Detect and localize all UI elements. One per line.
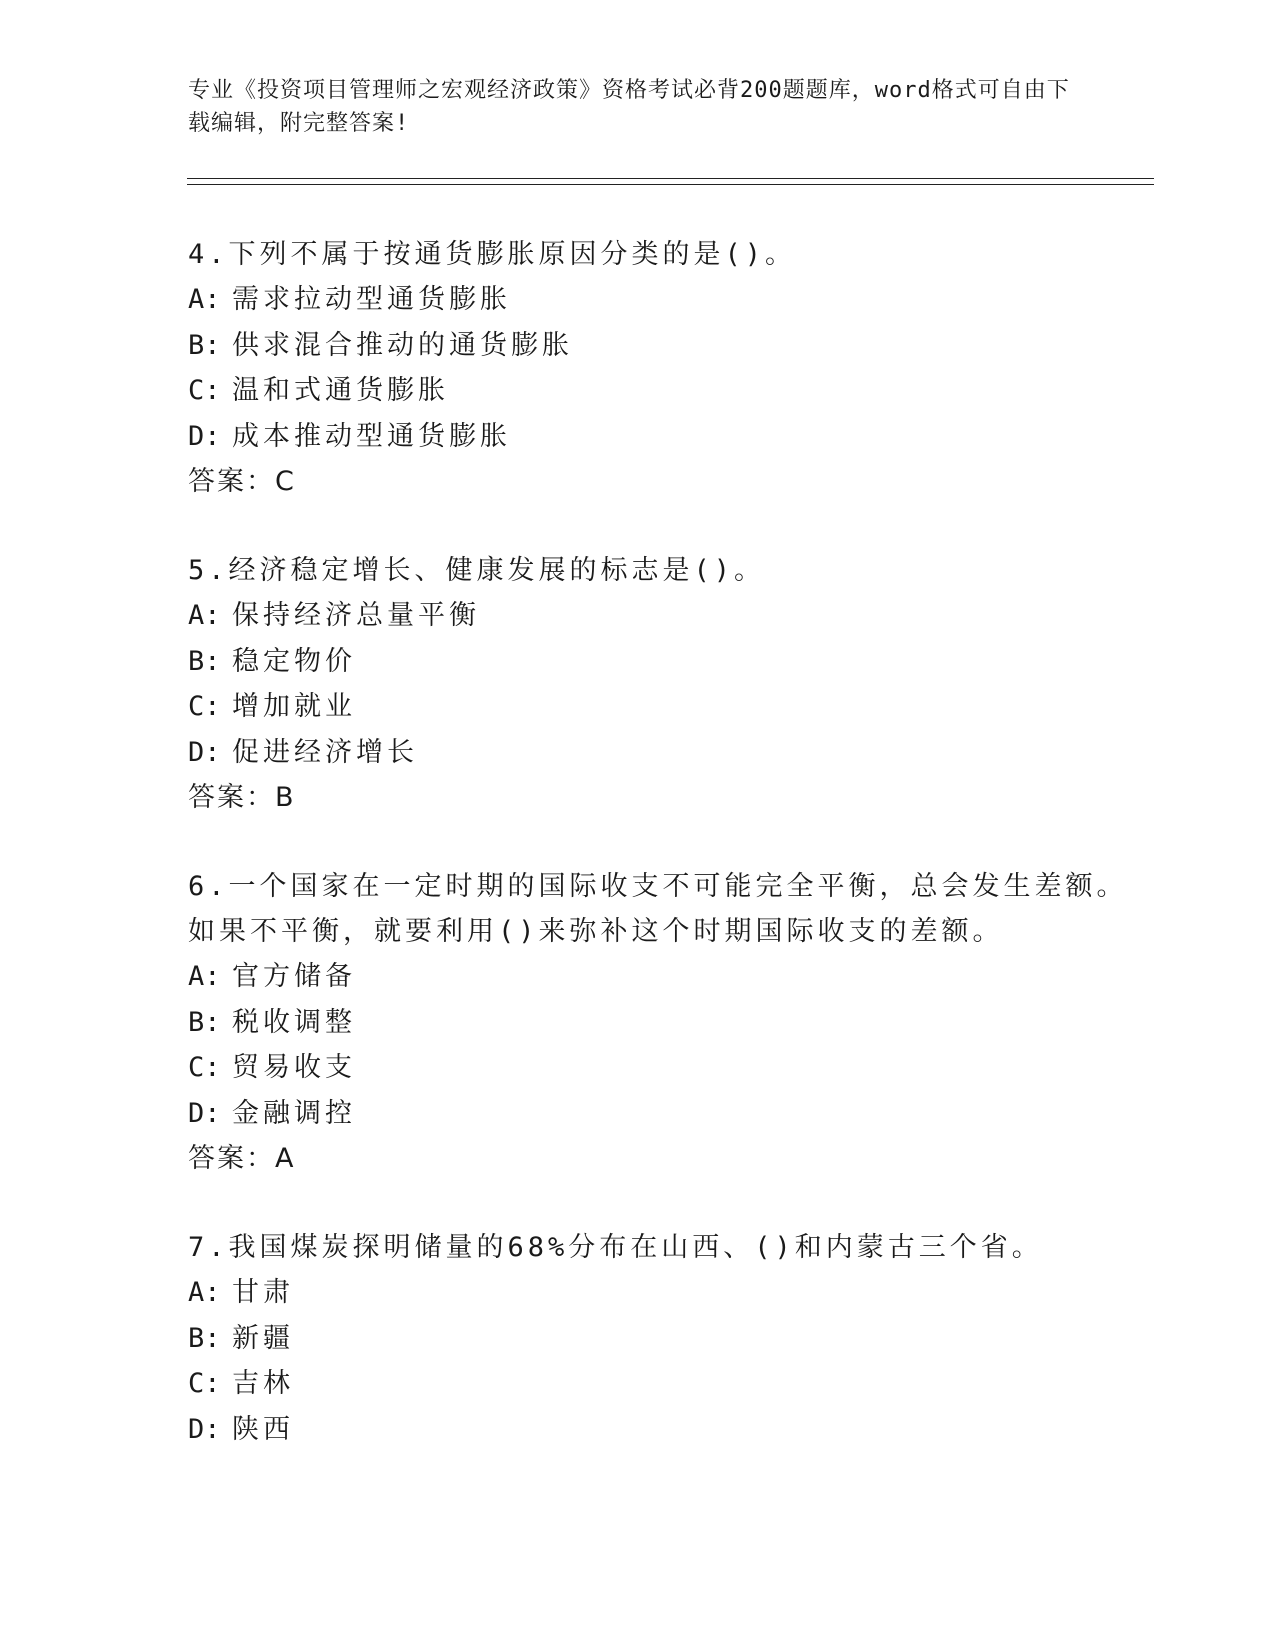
option-text: 需求拉动型通货膨胀 [232,284,511,315]
option-c [188,1045,1148,1091]
option-text: 稳定物价 [232,645,356,677]
option-text: 成本推动型通货膨胀 [232,420,511,452]
option-a [188,593,1148,639]
option-b [188,1316,1148,1362]
option-d [188,1407,1148,1453]
option-d [188,1091,1148,1137]
option-key: C: [188,1368,221,1399]
question-item [188,548,1148,820]
question-stem: 4.下列不属于按通货膨胀原因分类的是()。 [188,239,797,270]
option-text: 新疆 [232,1322,294,1354]
option-text: 增加就业 [232,691,356,722]
question-item [188,1225,1148,1452]
option-b [188,323,1148,369]
option-text: 陕西 [232,1413,294,1445]
answer-line: 答案：C [188,466,296,497]
question-stem: 5.经济稳定增长、健康发展的标志是()。 [188,555,766,586]
option-c [188,684,1148,730]
option-b [188,1000,1148,1046]
option-key: D: [188,420,221,452]
option-key: D: [188,1097,221,1129]
option-text: 保持经济总量平衡 [232,600,480,631]
question-stem: 7.我国煤炭探明储量的68%分布在山西、()和内蒙古三个省。 [188,1232,1043,1263]
option-a [188,954,1148,1000]
question-item [188,232,1148,504]
option-text: 金融调控 [232,1097,356,1129]
document-header: 专业《投资项目管理师之宏观经济政策》资格考试必背200题题库，word格式可自由下载编辑，附完整答案! [188,78,1070,136]
answer-line: 答案：B [188,782,296,813]
option-key: A: [188,284,221,315]
option-text: 贸易收支 [232,1052,356,1083]
option-key: C: [188,1052,221,1083]
option-text: 税收调整 [232,1006,356,1038]
option-d [188,414,1148,460]
option-d [188,730,1148,776]
option-key: C: [188,691,221,722]
option-key: B: [188,1322,221,1354]
option-key: B: [188,329,221,361]
option-key: C: [188,375,221,406]
option-c [188,1361,1148,1407]
option-text: 温和式通货膨胀 [232,375,449,406]
option-a [188,1270,1148,1316]
question-item [188,864,1148,1181]
option-key: D: [188,1413,221,1445]
option-a [188,277,1148,323]
option-text: 甘肃 [232,1277,294,1308]
question-list [188,232,1148,1496]
option-text: 吉林 [232,1368,294,1399]
header-divider-bottom [187,184,1154,185]
question-stem: 6.一个国家在一定时期的国际收支不可能完全平衡，总会发生差额。如果不平衡，就要利用()来弥补这个时期国际收支的差额。 [188,871,1128,947]
option-b [188,639,1148,685]
option-key: B: [188,1006,221,1038]
option-key: A: [188,600,221,631]
option-key: A: [188,1277,221,1308]
option-c [188,368,1148,414]
option-key: A: [188,961,221,992]
option-text: 促进经济增长 [232,736,418,768]
option-text: 供求混合推动的通货膨胀 [232,329,573,361]
answer-line: 答案：A [188,1143,296,1174]
header-divider-top [187,178,1154,179]
option-key: D: [188,736,221,768]
option-text: 官方储备 [232,961,356,992]
option-key: B: [188,645,221,677]
